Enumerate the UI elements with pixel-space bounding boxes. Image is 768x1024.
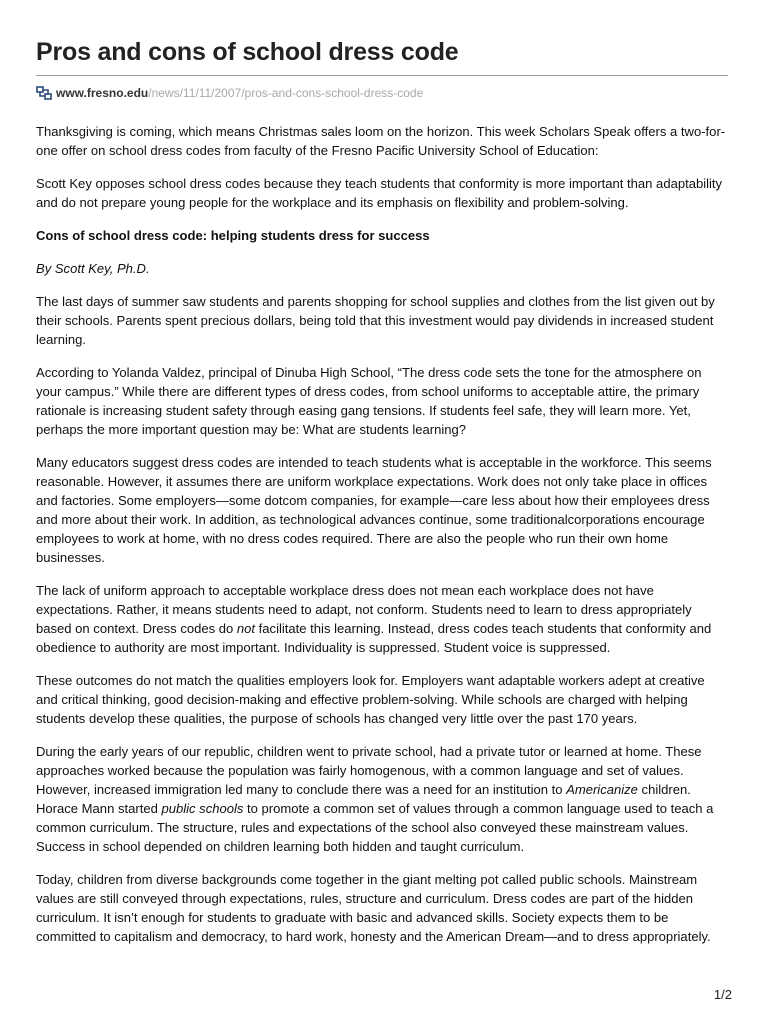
paragraph-summer: The last days of summer saw students and parents shopping for school supplies and clothes from the list given out by their schools. Parents spent precious dollars, being told that this investment would pay dividends in increased student learning.	[36, 294, 715, 347]
paragraph-educators: Many educators suggest dress codes are intended to teach students what is acceptable in the workforce. This seems reasonable. However, it assumes there are uniform workplace expectations. Work does not only take place in offices and factories. Some employers—some dotcom companies, for example—care less about how their employees dress and more about their work. In addition, as technological advances continue, some traditionalcorporations encourage employees to work at home, with no dress codes required. There are also the people who run their own home businesses.	[36, 455, 712, 565]
paragraph-outcomes: These outcomes do not match the qualities employers look for. Employers want adaptable workers adept at creative and critical thinking, good decision-making and effective problem-solving. While schools are charged with helping students develop these qualities, the purpose of schools has changed very little over the past 170 years.	[36, 673, 705, 726]
page-title: Pros and cons of school dress code	[36, 38, 459, 66]
paragraph-uniform-approach	[36, 581, 728, 657]
p6-text-1: The lack of uniform approach to acceptable workplace dress does not mean each workplace does not have expectations. Rather, it means students need to adapt, not conform. Students need to learn to dress appropriately based on context. Dress codes do	[36, 583, 692, 636]
intro-paragraph: Thanksgiving is coming, which means Christmas sales loom on the horizon. This week Scholars Speak offers a two-for-one offer on school dress codes from faculty of the Fresno Pacific University School of Education:	[36, 124, 726, 158]
p8-text-1: During the early years of our republic, children went to private school, had a private tutor or learned at home. These approaches worked because the population was fairly homogenous, with a common language and set of values. However, increased immigration led many to conclude there was a need for an institution to	[36, 744, 702, 797]
article-page	[36, 0, 728, 960]
p8-text-3: to promote a common set of values through a common language used to teach a common curriculum. The structure, rules and expectations of the school also conveyed these mainstream values. Success in school depended on children learning both hidden and taught curriculum.	[36, 801, 714, 854]
source-path[interactable]: /news/11/11/2007/pros-and-cons-school-dress-code	[148, 86, 424, 100]
page-number: 1/2	[713, 987, 732, 1002]
p6-emphasis: not	[236, 621, 256, 636]
source-domain[interactable]: www.fresno.edu	[56, 86, 149, 100]
article-body	[36, 122, 728, 946]
byline: By Scott Key, Ph.D.	[36, 261, 150, 276]
source-url[interactable]	[36, 84, 728, 102]
section-heading: Cons of school dress code: helping students dress for success	[36, 228, 430, 243]
title-divider	[36, 75, 728, 76]
p8-emphasis-2: public schools	[161, 801, 244, 816]
summary-paragraph: Scott Key opposes school dress codes because they teach students that conformity is more important than adaptability and do not prepare young people for the workplace and its emphasis on flexibility and problem-solving.	[36, 176, 723, 210]
paragraph-today: Today, children from diverse backgrounds come together in the giant melting pot called public schools. Mainstream values are still conveyed through expectations, rules, structure and curriculum. Dress codes are part of the hidden curriculum. It isn’t enough for students to graduate with basic and advanced skills. Society expects them to be committed to capitalism and democracy, to hard work, honesty and the American Dream—and to dress appropriately.	[36, 872, 711, 944]
paragraph-early-years	[36, 742, 728, 856]
link-icon	[36, 86, 52, 100]
p6-text-2: facilitate this learning. Instead, dress codes teach students that conformity and obedience to authority are most important. Individuality is suppressed. Student voice is suppressed.	[36, 621, 712, 655]
p8-text-2: children. Horace Mann started	[36, 782, 691, 816]
paragraph-valdez: According to Yolanda Valdez, principal of Dinuba High School, “The dress code sets the tone for the atmosphere on your campus.” While there are different types of dress codes, from school uniforms to acceptable attire, the primary rationale is increasing student safety through easing gang tensions. If students feel safe, they will learn more. Yet, perhaps the more important question may be: What are students learning?	[36, 365, 702, 437]
p8-emphasis-1: Americanize	[566, 782, 638, 797]
